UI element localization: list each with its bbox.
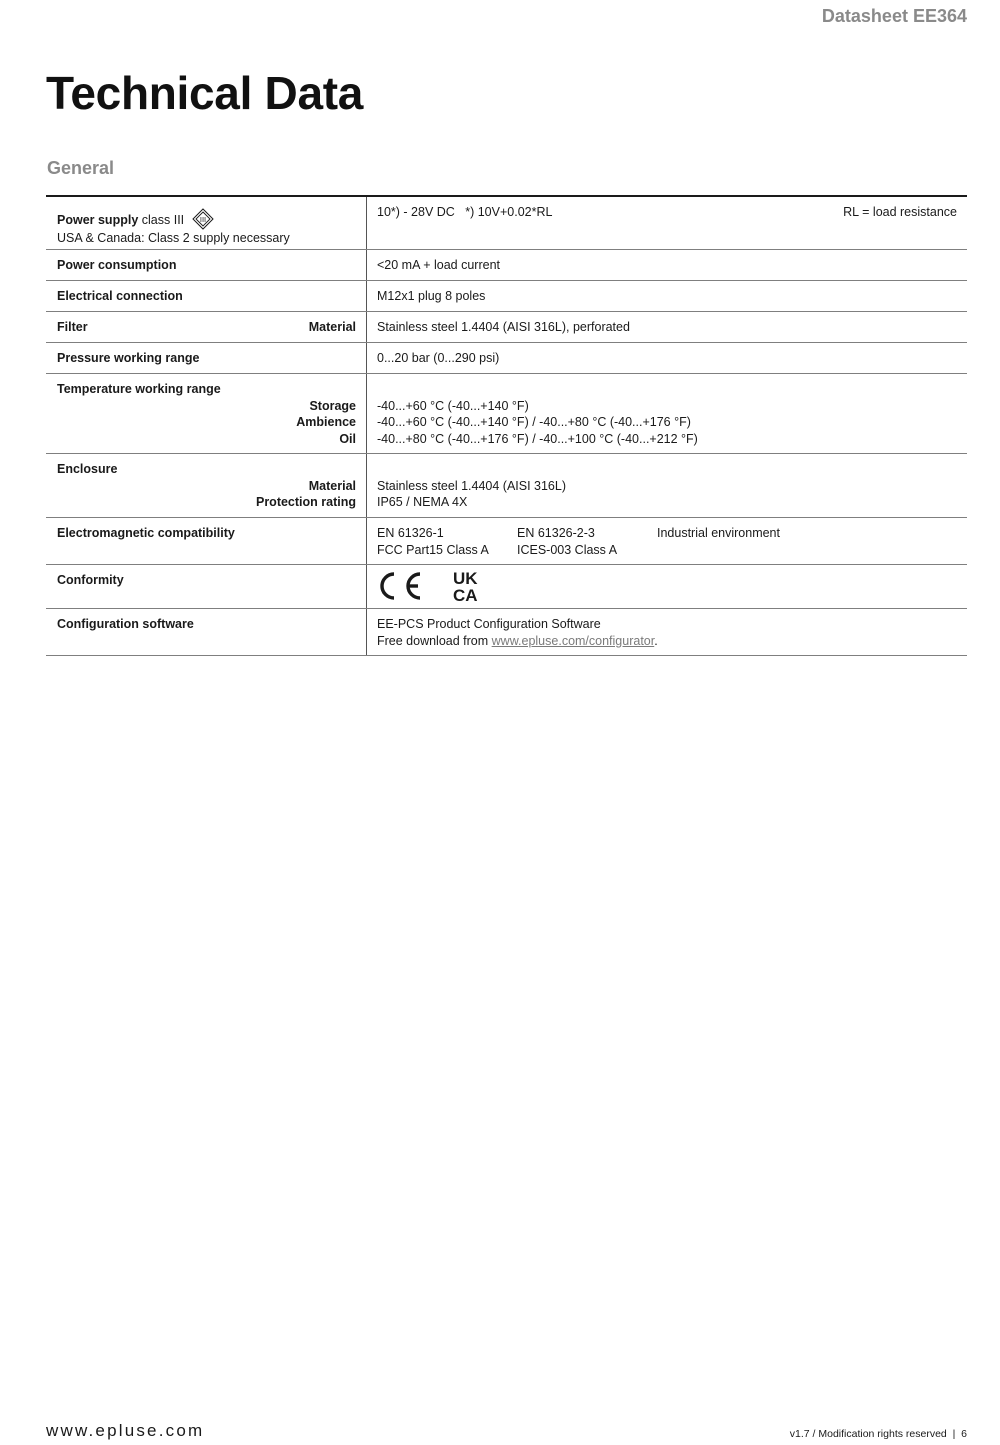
emc-standard: EN 61326-2-3 — [517, 526, 595, 540]
configuration-software-name: EE-PCS Product Configuration Software — [377, 617, 601, 631]
row-filter — [46, 312, 967, 343]
electrical-connection-value: M12x1 plug 8 poles — [377, 289, 486, 303]
filter-material-value: Stainless steel 1.4404 (AISI 316L), perforated — [377, 320, 630, 334]
configuration-software-label: Configuration software — [46, 609, 367, 655]
section-title: General — [47, 158, 115, 178]
row-emc — [46, 518, 967, 565]
temperature-label-cell — [46, 374, 367, 453]
ukca-mark-line2: CA — [453, 586, 478, 603]
filter-material-label: Material — [308, 320, 356, 334]
datasheet-header: Datasheet EE364 — [821, 6, 967, 26]
pressure-range-value: 0...20 bar (0...290 psi) — [377, 351, 500, 365]
ambience-value: -40...+60 °C (-40...+140 °F) / -40...+80 °C (-40...+176 °F) — [377, 415, 691, 429]
enclosure-material-label: Material — [308, 478, 356, 493]
emc-standard: EN 61326-1 — [377, 526, 444, 540]
power-supply-class: class III — [141, 213, 185, 227]
protection-rating-value: IP65 / NEMA 4X — [377, 495, 468, 509]
filter-label: Filter — [57, 320, 88, 334]
enclosure-value-cell — [367, 454, 967, 517]
ce-mark-icon — [377, 570, 423, 602]
power-supply-label-cell — [46, 197, 367, 249]
emc-value-cell — [367, 518, 967, 564]
class-iii-icon-text: III — [199, 215, 206, 224]
pressure-range-label: Pressure working range — [46, 343, 367, 373]
conformity-marks — [367, 565, 967, 608]
emc-environment: Industrial environment — [657, 526, 780, 540]
emc-label: Electromagnetic compatibility — [46, 518, 367, 564]
power-consumption-label: Power consumption — [46, 250, 367, 280]
conformity-label: Conformity — [46, 565, 367, 608]
enclosure-material-value: Stainless steel 1.4404 (AISI 316L) — [377, 478, 567, 493]
ukca-mark-icon — [453, 569, 489, 603]
protection-rating-label: Protection rating — [255, 495, 356, 509]
power-supply-value: 10*) - 28V DC *) 10V+0.02*RL — [377, 205, 553, 219]
page-title: Technical Data — [46, 67, 364, 119]
row-conformity — [46, 565, 967, 609]
protection-class-iii-icon — [192, 208, 214, 230]
emc-standard: FCC Part15 Class A — [377, 542, 489, 557]
power-consumption-value: <20 mA + load current — [377, 258, 500, 272]
power-supply-label: Power supply — [57, 213, 139, 227]
enclosure-label-cell — [46, 454, 367, 517]
storage-label: Storage — [309, 398, 356, 413]
row-electrical-connection — [46, 281, 967, 312]
row-pressure-range — [46, 343, 967, 374]
download-prefix: Free download from — [377, 633, 492, 648]
temperature-range-label: Temperature working range — [57, 382, 221, 396]
temperature-value-cell — [367, 374, 967, 453]
footer-version-note: v1.7 / Modification rights reserved | 6 — [789, 1428, 967, 1440]
configuration-software-value-cell — [367, 609, 967, 655]
row-power-supply — [46, 197, 967, 250]
spec-table — [46, 195, 967, 656]
ukca-mark-line1: UK — [453, 569, 478, 588]
power-supply-note: USA & Canada: Class 2 supply necessary — [57, 231, 290, 245]
power-supply-value-cell — [367, 197, 967, 249]
configurator-link[interactable]: www.epluse.com/configurator — [491, 633, 655, 648]
row-enclosure — [46, 454, 967, 518]
ambience-label: Ambience — [296, 415, 356, 429]
storage-value: -40...+60 °C (-40...+140 °F) — [377, 398, 529, 413]
row-configuration-software — [46, 609, 967, 656]
electrical-connection-label: Electrical connection — [46, 281, 367, 311]
row-temperature-range — [46, 374, 967, 454]
configuration-download-line — [377, 633, 957, 650]
footer-url[interactable]: www.epluse.com — [46, 1421, 205, 1440]
filter-label-cell — [46, 312, 367, 342]
download-suffix: . — [654, 633, 658, 648]
emc-standard: ICES-003 Class A — [517, 542, 618, 557]
row-power-consumption — [46, 250, 967, 281]
enclosure-label: Enclosure — [57, 462, 118, 476]
oil-value: -40...+80 °C (-40...+176 °F) / -40...+100 °C (-40...+212 °F) — [377, 431, 698, 446]
oil-label: Oil — [339, 431, 356, 446]
load-resistance-note: RL = load resistance — [843, 205, 957, 219]
